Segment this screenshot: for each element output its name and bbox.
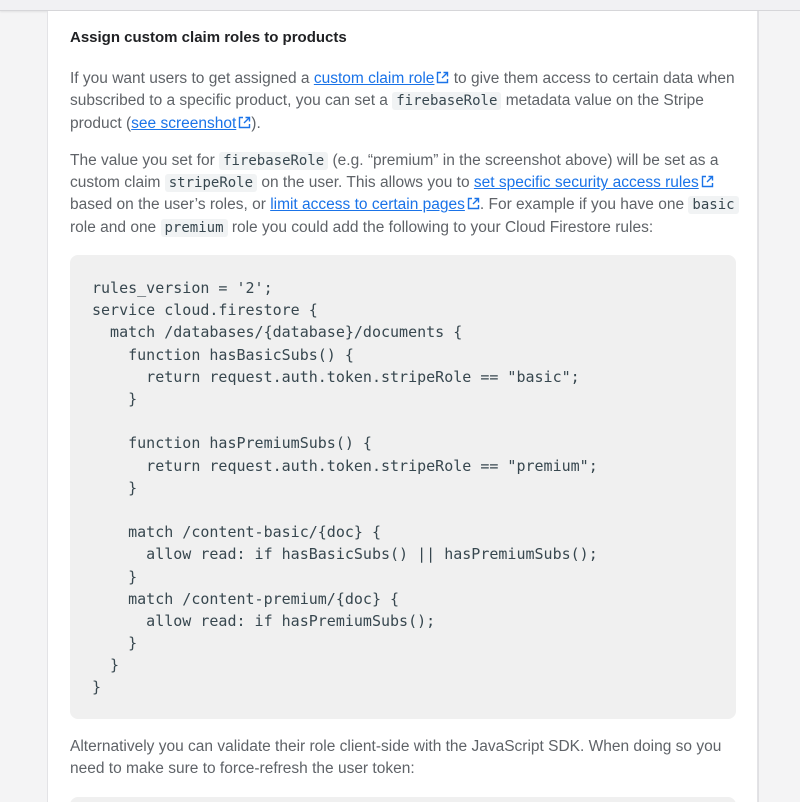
paragraph-text: on the user. This allows you to: [257, 174, 474, 192]
external-link-icon: [701, 175, 714, 188]
paragraph-text: . For example if you have one: [479, 196, 689, 214]
code-line: service cloud.firestore {: [92, 301, 318, 320]
top-bar: [0, 0, 800, 11]
inline-code-premium: premium: [161, 219, 228, 237]
external-link-icon: [436, 71, 449, 84]
paragraph-stripe-role: [70, 150, 740, 239]
code-line: rules_version = '2';: [92, 279, 273, 298]
paragraph-text: (e.g. “premium” in the screenshot above) will be set as a custom claim: [70, 151, 719, 192]
code-line: match /content-premium/{doc} {: [92, 589, 400, 608]
inline-code-firebaseRole: firebaseRole: [219, 152, 328, 170]
inline-code-firebaseRole: firebaseRole: [392, 92, 501, 110]
paragraph-text: If you want users to get assigned a: [70, 70, 314, 87]
code-line: return request.auth.token.stripeRole == "premium";: [92, 456, 598, 475]
code-line: [92, 499, 714, 521]
paragraph-text: The value you set for: [70, 151, 220, 169]
code-line: }: [92, 634, 138, 653]
code-line: return request.auth.token.stripeRole == "basic";: [92, 367, 580, 386]
code-line: allow read: if hasPremiumSubs();: [92, 611, 436, 630]
code-line: match /databases/{database}/documents {: [92, 323, 463, 342]
code-line: }: [92, 390, 138, 409]
paragraph-text: role you could add the following to your Cloud Firestore rules:: [227, 218, 654, 236]
paragraph-client-side: Alternatively you can validate their role client-side with the JavaScript SDK. When doing so you need to make sure to force-refresh the user token:: [70, 737, 722, 777]
paragraph-text: to give them access to certain data when subscribed to a specific product, you can set a: [70, 70, 735, 110]
code-line: function hasBasicSubs() {: [92, 345, 354, 364]
paragraph-text: role and one: [70, 218, 161, 236]
inline-code-stripeRole: stripeRole: [165, 174, 257, 192]
section-heading: Assign custom claim roles to products: [70, 29, 347, 46]
paragraph-text: based on the user’s roles, or: [70, 196, 271, 214]
code-line: allow read: if hasBasicSubs() || hasPremiumSubs();: [92, 545, 598, 564]
firestore-rules-code-block[interactable]: [70, 255, 736, 719]
see-screenshot-link[interactable]: see screenshot: [131, 115, 251, 132]
code-line: }: [92, 478, 138, 497]
javascript-code-block[interactable]: [70, 797, 736, 802]
external-link-icon: [467, 197, 480, 210]
limit-access-link[interactable]: limit access to certain pages: [270, 196, 480, 213]
security-rules-link[interactable]: set specific security access rules: [474, 174, 714, 191]
code-line: }: [92, 567, 138, 586]
code-line: function hasPremiumSubs() {: [92, 434, 372, 453]
external-link-icon: [238, 116, 251, 129]
custom-claim-role-link[interactable]: custom claim role: [314, 70, 450, 87]
inline-code-basic: basic: [688, 196, 738, 214]
right-side-panel: [758, 11, 800, 802]
code-line: }: [92, 656, 120, 675]
paragraph-text: metadata value on the Stripe product (: [70, 92, 704, 132]
content-card: [47, 11, 758, 802]
code-line: }: [92, 678, 102, 697]
article-content: [70, 11, 740, 802]
code-line: [92, 410, 714, 432]
paragraph-text: ).: [251, 114, 261, 132]
code-line: match /content-basic/{doc} {: [92, 523, 381, 542]
paragraph-custom-claims: [70, 68, 740, 135]
